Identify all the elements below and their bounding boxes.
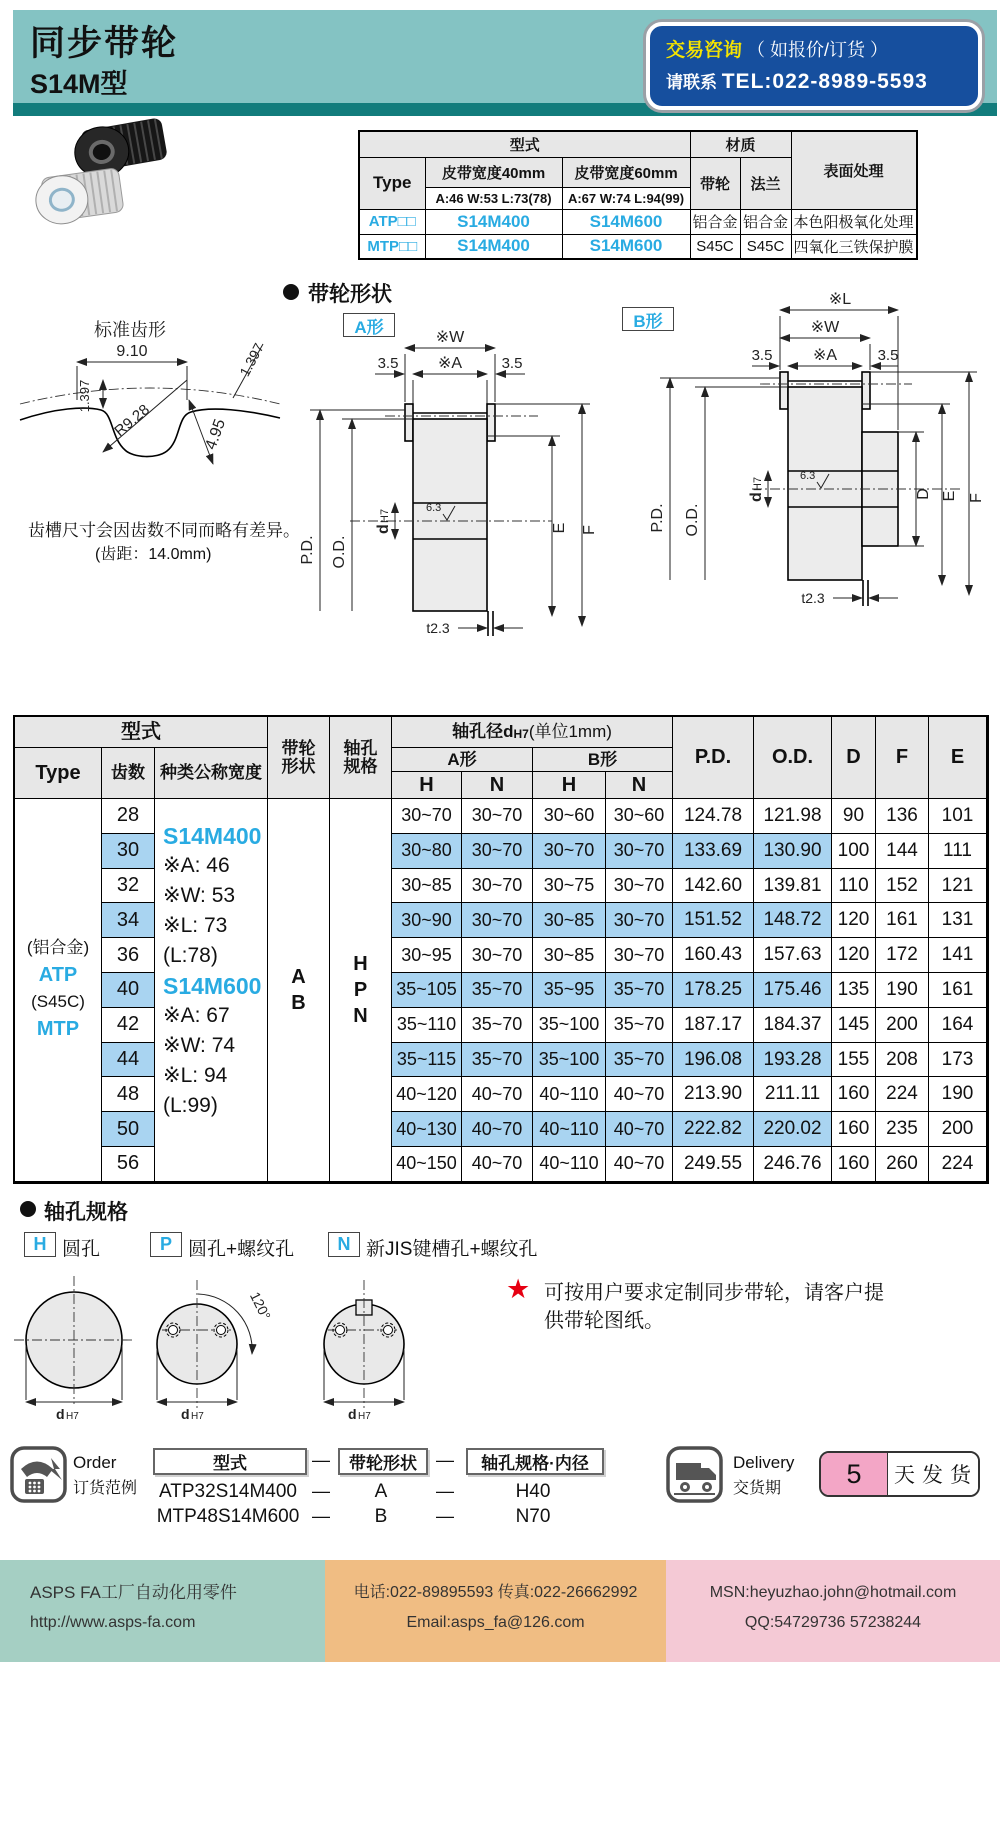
a-dim-a: ※A <box>437 355 463 372</box>
page-subtitle: S14M型 <box>30 69 128 99</box>
header-bore-dia-sub: H7 <box>513 727 529 742</box>
cell-bn-row8: 40~70 <box>606 1077 673 1112</box>
cell-ah-row1: 30~80 <box>392 834 462 869</box>
cell-teeth-row9: 50 <box>102 1112 155 1147</box>
spec-atp-m400: S14M400 <box>425 209 562 234</box>
cell-f-row5: 190 <box>876 973 929 1008</box>
b-dim-pd: P.D. <box>649 503 666 533</box>
delivery-days-value: 5 <box>821 1453 888 1495</box>
cell-pd-row4: 160.43 <box>673 938 754 973</box>
cell-d-row8: 160 <box>832 1077 876 1112</box>
type-line-mtp: MTP <box>36 1017 80 1040</box>
cell-e-row6: 164 <box>929 1008 987 1043</box>
contact-prefix: 请联系 <box>666 73 717 92</box>
dim-495: 4.95 <box>202 416 230 452</box>
header-pulley-shape <box>268 717 330 799</box>
cell-an-row5: 35~70 <box>462 973 533 1008</box>
cell-od-row7: 193.28 <box>754 1043 832 1078</box>
cell-an-row6: 35~70 <box>462 1008 533 1043</box>
a-dim-pd: P.D. <box>299 535 316 565</box>
cell-e-row3: 131 <box>929 903 987 938</box>
cell-pd-row5: 178.25 <box>673 973 754 1008</box>
cell-an-row10: 40~70 <box>462 1147 533 1182</box>
dim-9-10: 9.10 <box>116 343 148 360</box>
order-box-shape: 带轮形状 <box>338 1448 428 1475</box>
header-a-n: N <box>462 772 533 799</box>
cell-e-row7: 173 <box>929 1043 987 1078</box>
spec-header-type: Type <box>359 157 425 209</box>
spec-atp-pulley: 铝合金 <box>690 209 740 234</box>
cell-d-row3: 120 <box>832 903 876 938</box>
shape-cell <box>268 799 330 1182</box>
b-dim-f: F <box>968 493 985 503</box>
contact-phone: TEL:022-8989-5593 <box>721 70 928 93</box>
cell-od-row9: 220.02 <box>754 1112 832 1147</box>
type-line-atp: ATP <box>38 963 78 986</box>
header-bore-dia-prefix: 轴孔径d <box>452 722 514 742</box>
width-l73: ※L: 73 <box>163 914 228 937</box>
cell-od-row2: 139.81 <box>754 869 832 904</box>
cell-teeth-row10: 56 <box>102 1147 155 1182</box>
p-dim-h7: H7 <box>191 1411 204 1422</box>
header-a-h: H <box>392 772 462 799</box>
spec-header-w60: 皮带宽度60mm <box>562 157 690 187</box>
header-pulley-shape-l2: 形状 <box>281 756 316 776</box>
h-dim-d: d <box>56 1406 65 1422</box>
p-dim-d: d <box>181 1406 190 1422</box>
star-icon: ★ <box>506 1274 531 1304</box>
cell-od-row1: 130.90 <box>754 834 832 869</box>
header-b-h: H <box>533 772 606 799</box>
cell-teeth-row5: 40 <box>102 973 155 1008</box>
a-dim-f: F <box>581 525 598 535</box>
footer-phone-block <box>325 1560 666 1662</box>
delivery-days-box <box>819 1451 980 1497</box>
b-dim-w: ※W <box>810 319 840 336</box>
header-a-form: A形 <box>392 748 533 772</box>
n-dim-h7: H7 <box>358 1411 371 1422</box>
spec-atp-flange: 铝合金 <box>740 209 791 234</box>
cell-f-row2: 152 <box>876 869 929 904</box>
b-shape-label: B形 <box>622 307 674 331</box>
cell-e-row9: 200 <box>929 1112 987 1147</box>
a-dim-t23: t2.3 <box>426 620 450 636</box>
cell-d-row0: 90 <box>832 799 876 834</box>
cell-e-row2: 121 <box>929 869 987 904</box>
cell-bn-row4: 30~70 <box>606 938 673 973</box>
header-b-form: B形 <box>533 748 673 772</box>
spec-mtp-m400: S14M400 <box>425 234 562 259</box>
dim-r928: R9.28 <box>111 401 153 440</box>
cell-pd-row10: 249.55 <box>673 1147 754 1182</box>
cell-f-row3: 161 <box>876 903 929 938</box>
cell-bn-row2: 30~70 <box>606 869 673 904</box>
b-dim-35-right: 3.5 <box>877 347 899 364</box>
cell-bh-row7: 35~100 <box>533 1043 606 1078</box>
footer-company-block <box>0 1560 325 1662</box>
footer-email: Email:asps_fa@126.com <box>406 1614 585 1631</box>
b-dim-dcap: D <box>915 488 932 500</box>
cell-ah-row5: 35~105 <box>392 973 462 1008</box>
header-od: O.D. <box>754 717 832 799</box>
header-type: Type <box>15 748 102 799</box>
cell-bh-row5: 35~95 <box>533 973 606 1008</box>
a-dim-35-right: 3.5 <box>501 355 523 372</box>
header-e: E <box>929 717 987 799</box>
cell-f-row10: 260 <box>876 1147 929 1182</box>
cell-bh-row2: 30~75 <box>533 869 606 904</box>
main-table-grid <box>13 715 989 1184</box>
cell-bh-row9: 40~110 <box>533 1112 606 1147</box>
header-bore-dia-suffix: (单位1mm) <box>528 722 612 742</box>
order-example2-dash1: — <box>312 1506 330 1526</box>
b-dim-d-letter: d <box>748 492 765 502</box>
cell-ah-row7: 35~115 <box>392 1043 462 1078</box>
cell-pd-row2: 142.60 <box>673 869 754 904</box>
footer-msn: MSN:heyuzhao.john@hotmail.com <box>709 1584 957 1601</box>
cell-bn-row7: 35~70 <box>606 1043 673 1078</box>
cell-bh-row10: 40~110 <box>533 1147 606 1182</box>
contact-label: 交易咨询 <box>666 40 743 61</box>
product-photo <box>15 112 195 242</box>
profile-note-2: (齿距：14.0mm) <box>95 546 212 563</box>
cell-d-row10: 160 <box>832 1147 876 1182</box>
cell-pd-row7: 196.08 <box>673 1043 754 1078</box>
cell-an-row3: 30~70 <box>462 903 533 938</box>
order-dash-1: — <box>312 1450 330 1470</box>
type-line-s45c: (S45C) <box>31 991 85 1011</box>
spec-n: N <box>353 1004 368 1027</box>
contact-line1 <box>666 35 978 62</box>
cell-e-row8: 190 <box>929 1077 987 1112</box>
cell-od-row8: 211.11 <box>754 1077 832 1112</box>
cell-ah-row4: 30~95 <box>392 938 462 973</box>
cell-f-row1: 144 <box>876 834 929 869</box>
cell-f-row6: 200 <box>876 1008 929 1043</box>
width-s14m600: S14M600 <box>163 973 262 999</box>
contact-box <box>646 22 982 110</box>
cell-e-row1: 111 <box>929 834 987 869</box>
cell-an-row0: 30~70 <box>462 799 533 834</box>
footer-website: http://www.asps-fa.com <box>30 1614 196 1631</box>
cell-bn-row1: 30~70 <box>606 834 673 869</box>
contact-note: （ 如报价/订货 ） <box>747 40 889 60</box>
silver-pulley-image <box>33 168 125 228</box>
dim-1397-left: 1.397 <box>77 379 92 413</box>
delivery-label-cn: 交货期 <box>733 1480 782 1497</box>
section-bullet-icon <box>283 284 299 300</box>
cell-bh-row6: 35~100 <box>533 1008 606 1043</box>
bore-code-p: P <box>150 1232 182 1257</box>
cell-e-row0: 101 <box>929 799 987 834</box>
cell-teeth-row7: 44 <box>102 1043 155 1078</box>
a-dim-63: 6.3 <box>426 502 442 514</box>
width-w53: ※W: 53 <box>163 884 236 907</box>
order-example1-dash1: — <box>312 1481 330 1501</box>
cell-teeth-row8: 48 <box>102 1077 155 1112</box>
bore-code-h: H <box>24 1232 56 1257</box>
spec-w60-dims: A:67 W:74 L:94(99) <box>562 187 690 209</box>
cell-bn-row6: 35~70 <box>606 1008 673 1043</box>
b-dim-t23: t2.3 <box>801 590 825 606</box>
header-pd: P.D. <box>673 717 754 799</box>
bore-diagram-h <box>14 1276 134 1422</box>
cell-bn-row3: 30~70 <box>606 903 673 938</box>
cell-ah-row3: 30~90 <box>392 903 462 938</box>
bore-section-bullet-icon <box>20 1201 36 1217</box>
cell-bn-row0: 30~60 <box>606 799 673 834</box>
cell-d-row2: 110 <box>832 869 876 904</box>
header-f: F <box>876 717 929 799</box>
order-example2-dash2: — <box>436 1506 454 1526</box>
spec-atp-surface: 本色阳极氧化处理 <box>791 209 917 234</box>
bore-diagram-p <box>157 1280 274 1422</box>
spec-p: P <box>353 978 368 1001</box>
spec-header-w40: 皮带宽度40mm <box>425 157 562 187</box>
cell-teeth-row0: 28 <box>102 799 155 834</box>
spec-table <box>358 130 918 260</box>
footer-phone-fax: 电话:022-89895593 传真:022-26662992 <box>353 1584 638 1601</box>
spec-cell <box>330 799 392 1182</box>
cell-an-row8: 40~70 <box>462 1077 533 1112</box>
footer-msn-block <box>666 1560 1000 1662</box>
cell-d-row7: 155 <box>832 1043 876 1078</box>
order-dash-2: — <box>436 1450 454 1470</box>
cell-teeth-row6: 42 <box>102 1008 155 1043</box>
b-dim-a: ※A <box>812 347 838 364</box>
cell-ah-row8: 40~120 <box>392 1077 462 1112</box>
order-example2-shape: B <box>374 1506 388 1527</box>
cell-bn-row9: 40~70 <box>606 1112 673 1147</box>
spec-h: H <box>353 952 368 975</box>
tooth-profile-drawing <box>15 300 285 510</box>
cell-pd-row0: 124.78 <box>673 799 754 834</box>
cell-teeth-row3: 34 <box>102 903 155 938</box>
order-example2-model: MTP48S14M600 <box>156 1506 300 1527</box>
order-box-bore: 轴孔规格·内径 <box>466 1448 604 1475</box>
width-a67: ※A: 67 <box>163 1004 230 1027</box>
bore-diagrams <box>12 1262 492 1424</box>
cell-an-row1: 30~70 <box>462 834 533 869</box>
header-bore-dia <box>392 717 673 748</box>
spec-mtp-flange: S45C <box>740 234 791 259</box>
bore-section-title: 轴孔规格 <box>44 1201 128 1224</box>
header-teeth: 齿数 <box>102 748 155 799</box>
cell-f-row0: 136 <box>876 799 929 834</box>
custom-note-line2: 供带轮图纸。 <box>544 1310 664 1332</box>
spec-header-flange: 法兰 <box>740 157 791 209</box>
order-label-en: Order <box>73 1453 117 1472</box>
phone-icon <box>10 1446 67 1503</box>
b-dim-od: O.D. <box>684 503 701 537</box>
width-l78: (L:78) <box>163 944 218 967</box>
a-dim-od: O.D. <box>331 535 348 569</box>
cell-ah-row10: 40~150 <box>392 1147 462 1182</box>
cell-f-row4: 172 <box>876 938 929 973</box>
spec-atp-type: ATP□□ <box>359 209 425 234</box>
black-pulley-image <box>71 116 169 181</box>
header-d: D <box>832 717 876 799</box>
cell-teeth-row1: 30 <box>102 834 155 869</box>
header-b-n: N <box>606 772 673 799</box>
b-dim-l: ※L <box>828 292 852 308</box>
cell-bn-row10: 40~70 <box>606 1147 673 1182</box>
type-line-alu: (铝合金) <box>26 938 90 958</box>
order-example1-bore: H40 <box>515 1481 551 1502</box>
width-l99: (L:99) <box>163 1094 218 1117</box>
a-dim-35-left: 3.5 <box>377 355 399 372</box>
cell-od-row0: 121.98 <box>754 799 832 834</box>
cell-an-row7: 35~70 <box>462 1043 533 1078</box>
width-a46: ※A: 46 <box>163 854 230 877</box>
cell-od-row5: 175.46 <box>754 973 832 1008</box>
spec-header-surface: 表面处理 <box>791 131 917 209</box>
cell-d-row1: 100 <box>832 834 876 869</box>
order-example1-model: ATP32S14M400 <box>158 1481 297 1502</box>
spec-atp-m600: S14M600 <box>562 209 690 234</box>
cell-pd-row1: 133.69 <box>673 834 754 869</box>
spec-header-model: 型式 <box>359 131 690 157</box>
spec-mtp-pulley: S45C <box>690 234 740 259</box>
header-bore-spec-l2: 规格 <box>343 756 378 776</box>
order-example1-shape: A <box>374 1481 388 1502</box>
b-dim-dh7 <box>748 477 765 502</box>
cell-bh-row0: 30~60 <box>533 799 606 834</box>
width-l94: ※L: 94 <box>163 1064 228 1087</box>
cell-od-row3: 148.72 <box>754 903 832 938</box>
bore-label-p: 圆孔+螺纹孔 <box>188 1239 295 1260</box>
bore-code-n: N <box>328 1232 360 1257</box>
cell-bh-row4: 30~85 <box>533 938 606 973</box>
cell-ah-row6: 35~110 <box>392 1008 462 1043</box>
truck-icon <box>666 1446 723 1503</box>
cell-f-row8: 224 <box>876 1077 929 1112</box>
bore-diagram-n <box>324 1280 404 1422</box>
p-angle-label: 120° <box>246 1289 275 1323</box>
custom-note-line1: 可按用户要求定制同步带轮，请客户提 <box>544 1282 884 1304</box>
order-example1-dash2: — <box>436 1481 454 1501</box>
b-shape-drawing <box>640 292 985 642</box>
page-title: 同步带轮 <box>30 24 179 63</box>
header-pulley-shape-l1: 带轮 <box>281 738 316 758</box>
contact-line2 <box>666 68 978 94</box>
header-bore-spec <box>330 717 392 799</box>
a-dim-e: E <box>551 522 568 534</box>
spec-row-atp <box>359 209 917 234</box>
cell-bh-row3: 30~85 <box>533 903 606 938</box>
cell-e-row10: 224 <box>929 1147 987 1182</box>
cell-e-row5: 161 <box>929 973 987 1008</box>
b-dim-h7: H7 <box>752 476 764 491</box>
footer-qq: QQ:54729736 57238244 <box>744 1614 922 1631</box>
cell-bn-row5: 35~70 <box>606 973 673 1008</box>
spec-header-pulley: 带轮 <box>690 157 740 209</box>
cell-teeth-row2: 32 <box>102 869 155 904</box>
spec-mtp-type: MTP□□ <box>359 234 425 259</box>
type-cell <box>15 799 102 1182</box>
cell-e-row4: 141 <box>929 938 987 973</box>
cell-an-row2: 30~70 <box>462 869 533 904</box>
a-dim-dh7 <box>375 509 392 534</box>
a-dim-h7: H7 <box>379 508 391 523</box>
spec-row-mtp <box>359 234 917 259</box>
b-dim-35-left: 3.5 <box>751 347 773 364</box>
cell-d-row9: 160 <box>832 1112 876 1147</box>
a-shape-label: A形 <box>343 313 395 337</box>
a-dim-d-letter: d <box>375 524 392 534</box>
header-model: 型式 <box>15 717 268 748</box>
width-w74: ※W: 74 <box>163 1034 236 1057</box>
cell-od-row4: 157.63 <box>754 938 832 973</box>
profile-note-1: 齿槽尺寸会因齿数不同而略有差异。 <box>28 521 300 540</box>
spec-mtp-m600: S14M600 <box>562 234 690 259</box>
cell-bh-row8: 40~110 <box>533 1077 606 1112</box>
cell-od-row10: 246.76 <box>754 1147 832 1182</box>
footer-company-name: ASPS FA工厂自动化用零件 <box>30 1583 237 1602</box>
order-box-model: 型式 <box>153 1448 307 1475</box>
cell-f-row7: 208 <box>876 1043 929 1078</box>
b-dim-e: E <box>941 490 958 502</box>
cell-ah-row2: 30~85 <box>392 869 462 904</box>
cell-pd-row9: 222.82 <box>673 1112 754 1147</box>
cell-d-row5: 135 <box>832 973 876 1008</box>
cell-ah-row0: 30~70 <box>392 799 462 834</box>
profile-label: 标准齿形 <box>94 320 166 340</box>
cell-teeth-row4: 36 <box>102 938 155 973</box>
cell-pd-row8: 213.90 <box>673 1077 754 1112</box>
dim-1397-right: 1.397 <box>236 340 267 379</box>
n-dim-d: d <box>348 1406 357 1422</box>
bore-label-h: 圆孔 <box>62 1239 101 1260</box>
shape-b: B <box>291 991 306 1014</box>
header-bore-spec-l1: 轴孔 <box>343 738 378 758</box>
delivery-label-en: Delivery <box>733 1453 795 1472</box>
order-label-cn: 订货范例 <box>73 1480 138 1497</box>
cell-pd-row6: 187.17 <box>673 1008 754 1043</box>
shape-a: A <box>291 965 306 988</box>
cell-d-row4: 120 <box>832 938 876 973</box>
cell-f-row9: 235 <box>876 1112 929 1147</box>
bore-label-n: 新JIS键槽孔+螺纹孔 <box>366 1239 538 1260</box>
shape-section-title: 带轮形状 <box>308 283 392 306</box>
order-example2-bore: N70 <box>515 1506 551 1527</box>
a-shape-drawing <box>290 328 610 643</box>
width-cell <box>155 799 268 1182</box>
cell-od-row6: 184.37 <box>754 1008 832 1043</box>
cell-bh-row1: 30~70 <box>533 834 606 869</box>
header-width: 种类公称宽度 <box>155 748 268 799</box>
a-dim-w: ※W <box>435 329 465 346</box>
b-dim-63: 6.3 <box>800 470 816 482</box>
spec-mtp-surface: 四氧化三铁保护膜 <box>791 234 917 259</box>
delivery-days-unit: 天发货 <box>888 1453 978 1495</box>
spec-header-material: 材质 <box>690 131 791 157</box>
cell-an-row4: 30~70 <box>462 938 533 973</box>
cell-an-row9: 40~70 <box>462 1112 533 1147</box>
spec-w40-dims: A:46 W:53 L:73(78) <box>425 187 562 209</box>
width-s14m400: S14M400 <box>163 823 262 849</box>
h-dim-h7: H7 <box>66 1411 79 1422</box>
cell-ah-row9: 40~130 <box>392 1112 462 1147</box>
cell-d-row6: 145 <box>832 1008 876 1043</box>
cell-pd-row3: 151.52 <box>673 903 754 938</box>
